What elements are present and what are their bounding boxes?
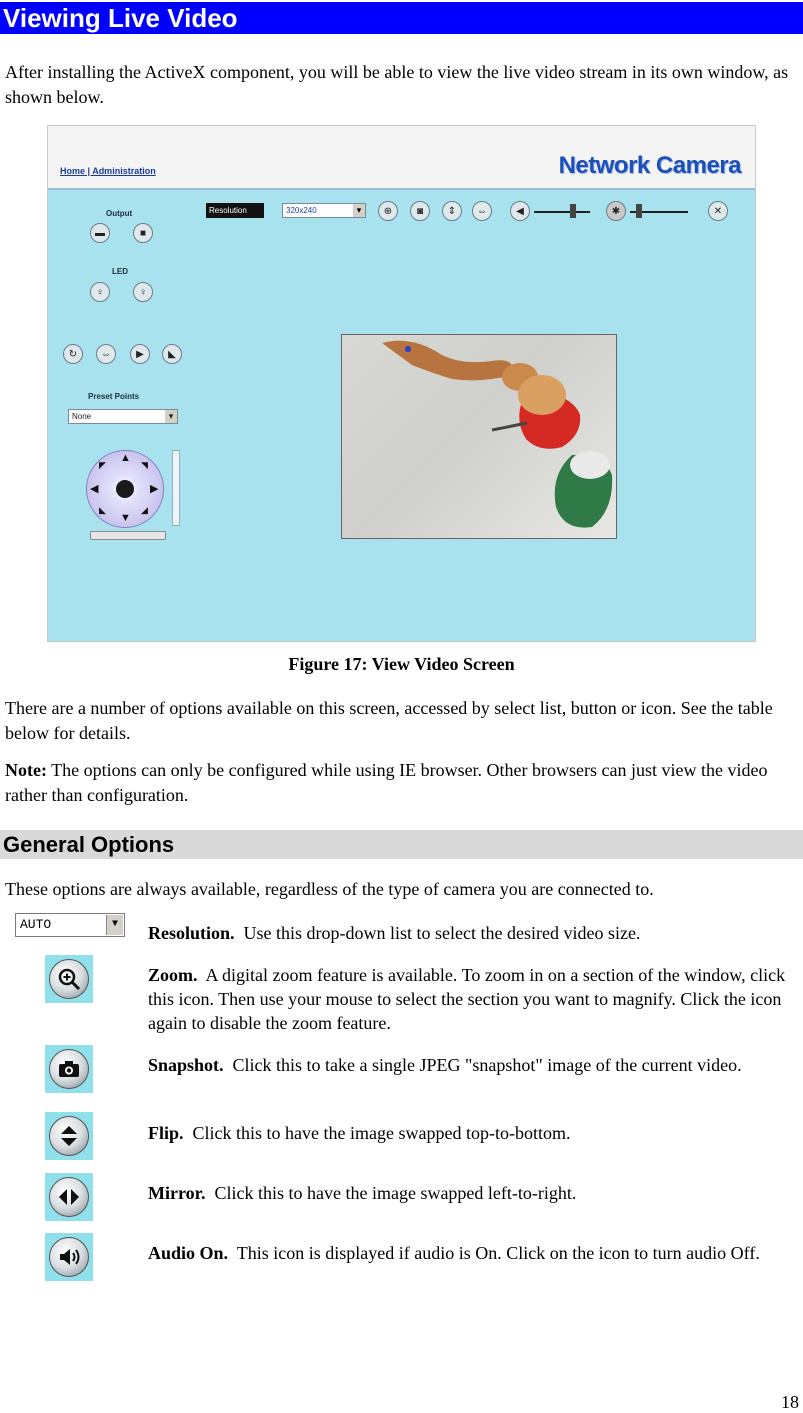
figure-caption: Figure 17: View Video Screen [288, 654, 515, 674]
settings-icon: ✕ [708, 201, 728, 221]
preset-label: Preset Points [88, 392, 140, 401]
option-name: Zoom. [148, 965, 198, 985]
option-name: Flip. [148, 1123, 184, 1143]
camera-header [48, 126, 755, 190]
ptz-center-button [113, 477, 137, 501]
brand-logo: Network Camera [558, 152, 741, 179]
live-video-frame [341, 334, 617, 539]
right-arrow-icon: ▶ [150, 483, 159, 495]
note-paragraph [5, 758, 795, 808]
intro-paragraph: After installing the ActiveX component, you will be able to view the live video stream in its own window, as shown below. [5, 62, 789, 107]
resolution-select-value: AUTO [20, 917, 52, 932]
general-options-heading: General Options [0, 830, 803, 859]
chevron-down-icon: ▼ [106, 915, 123, 935]
option-flip [148, 1121, 796, 1145]
output-label: Output [106, 209, 133, 218]
option-name: Mirror. [148, 1183, 206, 1203]
page-title: Viewing Live Video [0, 2, 803, 34]
mirror-icon: ⇔ [472, 201, 492, 221]
pan-icon: ⇔ [96, 344, 116, 364]
option-desc: A digital zoom feature is available. To zoom in on a section of the window, click this icon. Then use your mouse to select the section you want to magnify. Click the icon again to disable the zoom feature. [148, 965, 790, 1033]
camera-icon: ◙ [410, 201, 430, 221]
resolution-select: 320x240 ▾ [282, 203, 366, 218]
view-video-screenshot [47, 125, 756, 642]
option-name: Audio On. [148, 1243, 229, 1263]
led-off-icon: ♀ [90, 282, 110, 302]
option-desc: Click this to have the image swapped left-to-right. [205, 1183, 577, 1203]
option-mirror [148, 1181, 796, 1205]
option-audio-on [148, 1241, 796, 1265]
output-off-button: ▬ [90, 223, 110, 243]
mic-knob [636, 204, 642, 218]
speaker-icon[interactable] [45, 1233, 93, 1281]
mirror-icon[interactable] [45, 1173, 93, 1221]
note-label: Note: [5, 760, 47, 780]
volume-slider [534, 211, 590, 213]
general-intro-paragraph: These options are always available, regardless of the type of camera you are connected to. [5, 879, 654, 899]
home-icon: ◣ [162, 344, 182, 364]
option-snapshot [148, 1053, 796, 1077]
up-right-arrow-icon: ◥ [141, 460, 148, 470]
page-number: 18 [781, 1392, 799, 1412]
ptz-setting-button [90, 531, 166, 540]
left-arrow-icon: ◀ [90, 483, 99, 495]
option-desc: This icon is displayed if audio is On. Click on the icon to turn audio Off. [228, 1243, 760, 1263]
camera-icon[interactable] [45, 1045, 93, 1093]
ptz-control [86, 450, 164, 528]
zoom-slider [172, 450, 180, 526]
option-name: Snapshot. [148, 1055, 224, 1075]
preset-select: None ▾ [68, 409, 178, 424]
options-intro-paragraph: There are a number of options available on this screen, accessed by select list, button or icon. See the table below for details. [5, 698, 773, 743]
down-arrow-icon: ▼ [120, 512, 131, 524]
up-arrow-icon: ▲ [120, 452, 131, 464]
led-label: LED [112, 267, 128, 276]
microphone-icon: ✱ [606, 201, 626, 221]
option-desc: Use this drop-down list to select the desired video size. [234, 923, 641, 943]
option-desc: Click this to take a single JPEG "snapshot" image of the current video. [223, 1055, 742, 1075]
option-zoom [148, 963, 796, 1035]
resolution-select[interactable] [15, 913, 125, 937]
flip-icon[interactable] [45, 1112, 93, 1160]
resolution-label: Resolution [206, 203, 264, 218]
down-right-arrow-icon: ◢ [141, 505, 148, 515]
option-resolution [148, 921, 796, 945]
up-left-arrow-icon: ◤ [99, 460, 106, 470]
zoom-icon: ⊕ [378, 201, 398, 221]
note-text: The options can only be configured while using IE browser. Other browsers can just view the video rather than configuration. [5, 760, 768, 805]
zoom-icon[interactable] [45, 955, 93, 1003]
down-left-arrow-icon: ◣ [99, 505, 106, 515]
patrol-icon: ▶ [130, 344, 150, 364]
video-image [342, 335, 617, 539]
option-name: Resolution. [148, 923, 235, 943]
volume-knob [570, 204, 576, 218]
flip-icon: ⇕ [442, 201, 462, 221]
nav-links: Home | Administration [60, 166, 156, 176]
speaker-icon: ◀ [510, 201, 530, 221]
option-desc: Click this to have the image swapped top-to-bottom. [183, 1123, 571, 1143]
led-on-icon: ♀ [133, 282, 153, 302]
refresh-icon: ↻ [63, 344, 83, 364]
output-on-button: ■ [133, 223, 153, 243]
